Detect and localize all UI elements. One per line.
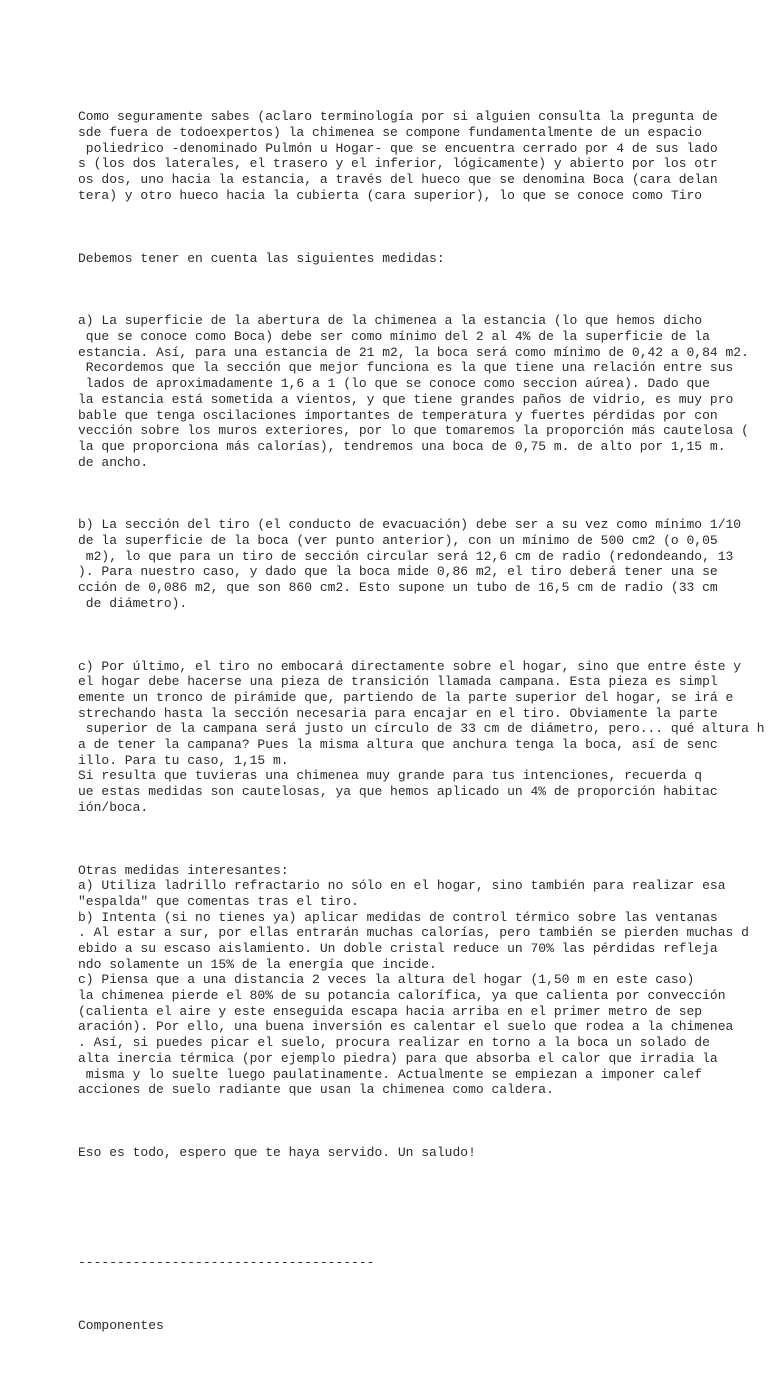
footer-heading: Componentes xyxy=(78,1317,164,1333)
text-line: la chimenea pierde el 80% de su potancia calorífica, ya que calienta por convección xyxy=(78,988,726,1004)
paragraph-boca xyxy=(78,313,758,470)
text-line: Otras medidas interesantes: xyxy=(78,862,289,878)
text-line: . Así, si puedes picar el suelo, procura realizar en torno a la boca un solado de xyxy=(78,1035,710,1051)
text-line: c) Piensa que a una distancia 2 veces la altura del hogar (1,50 m en este caso) xyxy=(78,972,695,988)
text-line: sde fuera de todoexpertos) la chimenea se compone fundamentalmente de un espacio xyxy=(78,125,703,141)
text-line: Si resulta que tuvieras una chimenea muy grande para tus intenciones, recuerda q xyxy=(78,768,703,784)
text-line: s (los dos laterales, el trasero y el inferior, lógicamente) y abierto por los otr xyxy=(78,156,718,172)
text-line: Como seguramente sabes (aclaro terminología por si alguien consulta la pregunta de xyxy=(78,109,718,125)
text-line: de diámetro). xyxy=(78,595,188,611)
text-line: Recordemos que la sección que mejor funciona es la que tiene una relación entre sus xyxy=(78,360,734,376)
text-line: misma y lo suelte luego paulatinamente. Actualmente se empiezan a imponer calef xyxy=(78,1066,703,1082)
text-line: ndo solamente un 15% de la energía que incide. xyxy=(78,956,437,972)
text-line: poliedrico -denominado Pulmón u Hogar- que se encuentra cerrado por 4 de sus lado xyxy=(78,140,718,156)
paragraph-intro xyxy=(78,109,758,203)
text-line: ue estas medidas son cautelosas, ya que hemos aplicado un 4% de proporción habitac xyxy=(78,784,718,800)
text-line: que se conoce como Boca) debe ser como mínimo del 2 al 4% de la superficie de la xyxy=(78,329,710,345)
text-line: la que proporciona más calorías), tendremos una boca de 0,75 m. de alto por 1,15 m. xyxy=(78,438,726,454)
document-body xyxy=(78,78,765,1380)
text-line: (calienta el aire y este enseguida escapa hacia arriba en el primer metro de sep xyxy=(78,1003,703,1019)
text-line: cción de 0,086 m2, que son 860 cm2. Esto supone un tubo de 16,5 cm de radio (33 cm xyxy=(78,580,718,596)
text-line: Eso es todo, espero que te haya servido. Un saludo! xyxy=(78,1144,476,1160)
text-line: m2), lo que para un tiro de sección circular será 12,6 cm de radio (redondeando, 13 xyxy=(78,548,734,564)
paragraph-campana xyxy=(78,658,765,816)
text-line: lados de aproximadamente 1,6 a 1 (lo que se conoce como seccion aúrea). Dado que xyxy=(78,376,710,392)
paragraph-tiro xyxy=(78,517,758,611)
text-line: os dos, uno hacia la estancia, a través del hueco que se denomina Boca (cara delan xyxy=(78,172,718,188)
paragraph-otras-medidas xyxy=(78,863,758,1098)
text-line: vección sobre los muros exteriores, por lo que tomaremos la proporción más cautelosa ( xyxy=(78,423,749,439)
text-line: de ancho. xyxy=(78,454,149,470)
text-line: de la superficie de la boca (ver punto anterior), con un mínimo de 500 cm2 (o 0,05 xyxy=(78,533,718,549)
text-line: c) Por último, el tiro no embocará directamente sobre el hogar, sino que entre éste y xyxy=(78,658,742,674)
text-line: el hogar debe hacerse una pieza de transición llamada campana. Esta pieza es simpl xyxy=(78,674,718,690)
text-line: b) Intenta (si no tienes ya) aplicar medidas de control térmico sobre las ventanas xyxy=(78,909,718,925)
text-line: a de tener la campana? Pues la misma altura que anchura tenga la boca, así de senc xyxy=(78,737,718,753)
paragraph-medidas-heading xyxy=(78,251,758,267)
text-line: tera) y otro hueco hacia la cubierta (cara superior), lo que se conoce como Tiro xyxy=(78,187,703,203)
text-line: ebido a su escaso aislamiento. Un doble cristal reduce un 70% las pérdidas refleja xyxy=(78,941,718,956)
text-line: aración). Por ello, una buena inversión es calentar el suelo que rodea a la chimenea xyxy=(78,1019,734,1035)
paragraph-closing xyxy=(78,1145,758,1161)
text-line: a) Utiliza ladrillo refractario no sólo en el hogar, sino también para realizar esa xyxy=(78,878,726,894)
text-line: "espalda" que comentas tras el tiro. xyxy=(78,893,359,909)
text-line: ). Para nuestro caso, y dado que la boca mide 0,86 m2, el tiro deberá tener una se xyxy=(78,564,718,580)
text-line: Debemos tener en cuenta las siguientes medidas: xyxy=(78,250,445,266)
text-line: acciones de suelo radiante que usan la chimenea como caldera. xyxy=(78,1082,554,1098)
text-line: strechando hasta la sección necesaria para encajar en el tiro. Obviamente la parte xyxy=(78,705,718,721)
text-line: a) La superficie de la abertura de la chimenea a la estancia (lo que hemos dicho xyxy=(78,313,703,329)
text-line: emente un tronco de pirámide que, partiendo de la parte superior del hogar, se irá e xyxy=(78,689,734,705)
separator-line: -------------------------------------- xyxy=(78,1254,375,1270)
text-line: la estancia está sometida a vientos, y que tiene grandes paños de vidrio, es muy pro xyxy=(78,391,734,407)
text-line: superior de la campana será justo un círculo de 33 cm de diámetro, pero... qué altura h xyxy=(78,721,765,737)
text-line: b) La sección del tiro (el conducto de evacuación) debe ser a su vez como mínimo 1/10 xyxy=(78,517,742,533)
text-line: bable que tenga oscilaciones importantes de temperatura y fuertes pérdidas por con xyxy=(78,407,718,423)
text-line: illo. Para tu caso, 1,15 m. xyxy=(78,752,289,768)
text-line: estancia. Así, para una estancia de 21 m2, la boca será como mínimo de 0,42 a 0,84 m2. xyxy=(78,344,749,360)
text-line: . Al estar a sur, por ellas entrarán muchas calorías, pero también se pierden muchas d xyxy=(78,925,749,941)
text-line: ión/boca. xyxy=(78,799,149,815)
text-line: alta inercia térmica (por ejemplo piedra) para que absorba el calor que irradia la xyxy=(78,1050,718,1066)
